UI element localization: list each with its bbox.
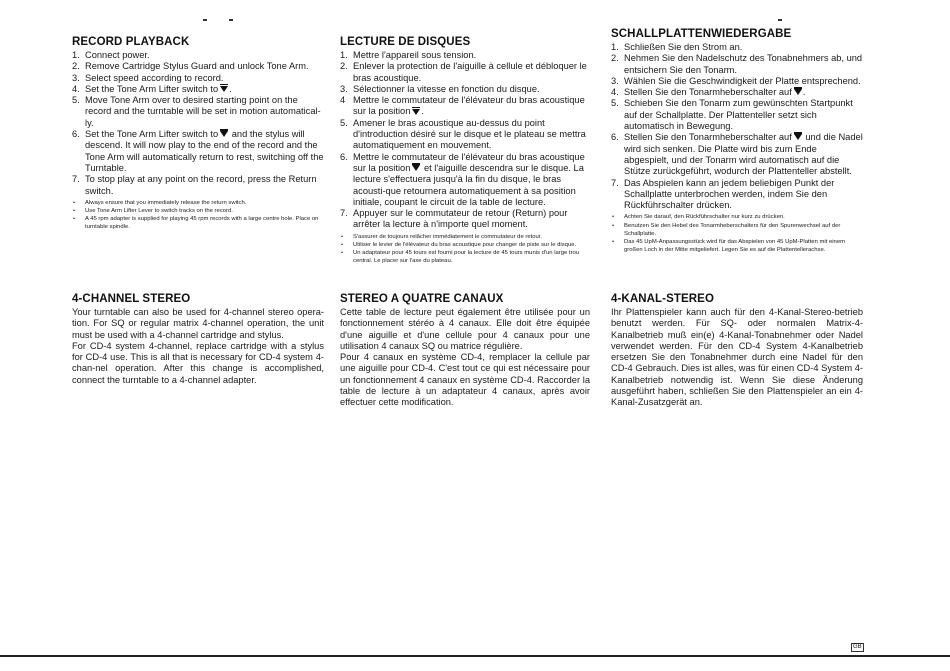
step-text: Mettre le commutateur de l'élévateur du bras acoustique sur la position xyxy=(353,151,585,173)
step-item xyxy=(340,152,590,208)
scan-mark xyxy=(778,19,782,21)
step-number: 4 xyxy=(340,95,346,106)
step-item xyxy=(340,84,590,95)
step-number: 2. xyxy=(72,61,80,72)
step-number: 3. xyxy=(72,72,80,83)
record-playback-section xyxy=(72,36,324,232)
step-item xyxy=(72,50,324,61)
step-item xyxy=(72,73,324,84)
step-item xyxy=(611,98,863,132)
note-item: • Utiliser le levier de l'élévateur du bras acoustique pour changer de piste sur le disque. xyxy=(340,241,590,249)
step-item xyxy=(611,178,863,212)
note-item: • Das 45 UpM-Anpassungsstück wird für das Abspielen von 45 UpM-Platten mit einem großen Loch in der Mitte mitgeliefert. Legen Sie es auf die Plattentellerachse. xyxy=(611,238,863,254)
step-item xyxy=(340,61,590,84)
step-text: Das Abspielen kann an jedem beliebigen Punkt der Schallplatte unterbrochen werden, indem Sie den Rückführschalter drücken. xyxy=(624,177,835,211)
page-language-mark: GB xyxy=(853,644,862,650)
step-number: 5. xyxy=(340,117,348,128)
record-playback-title: RECORD PLAYBACK xyxy=(72,36,190,48)
step-item xyxy=(340,50,590,61)
step-text-continued: and the stylus will descend. It will now play to the end of the record and the Tone Arm will automatically return to rest, switching off the Turntable. xyxy=(85,129,324,173)
step-text-continued: . xyxy=(421,106,424,117)
note-item: • A 45 rpm adapter is supplied for playing 45 rpm records with a large centre hole. Place on turntable spindle. xyxy=(72,215,324,231)
step-number: 3. xyxy=(611,75,619,86)
record-playback-notes xyxy=(72,199,324,232)
step-number: 2. xyxy=(340,61,348,72)
four-channel-stereo-section xyxy=(72,293,324,386)
step-text: Schließen Sie den Strom an. xyxy=(624,42,743,52)
note-item: • Un adaptateur pour 45 tours est fourni pour la lecture de 45 tours munis d'un large trou central. Le placer sur l'axe du plateau. xyxy=(340,249,590,265)
step-number: 5. xyxy=(611,98,619,109)
footer-rule xyxy=(0,655,950,657)
step-text: Wählen Sie die Geschwindigkeit der Platte entsprechend. xyxy=(624,75,861,86)
step-text-continued: und die Nadel wird sich senken. Die Platte wird bis zum Ende abgespielt, und der Tonarm wird automatisch auf die Stütze zurückgeführt, wodurch der Plattenteller abstellt. xyxy=(624,132,863,177)
step-text-continued: . xyxy=(802,87,806,98)
step-item xyxy=(611,132,863,177)
lifter-down-icon xyxy=(794,89,802,95)
lecture-de-disques-section xyxy=(340,36,590,266)
step-text: Sélectionner la vitesse en fonction du disque. xyxy=(353,83,540,94)
step-item xyxy=(340,95,590,118)
step-number: 4. xyxy=(611,87,619,98)
step-item xyxy=(72,61,324,72)
step-number: 1. xyxy=(340,50,348,60)
step-text: Mettre l'appareil sous tension. xyxy=(353,50,477,60)
stereo-quatre-canaux-title: STEREO A QUATRE CANAUX xyxy=(340,293,504,305)
step-text: Remove Cartridge Stylus Guard and unlock Tone Arm. xyxy=(85,61,309,72)
kanal-stereo-title: 4-KANAL-STEREO xyxy=(611,293,714,305)
stereo-quatre-canaux-paragraph: Pour 4 canaux en système CD-4, remplacer la cellule par une aiguille pour CD-4. C'est tout ce qui est nécessaire pour un fonctionnement 4 canaux en système CD-4. Raccorder la table de lecture à un adaptateur 4 canaux, après avoir effectuer cette modification. xyxy=(340,352,590,408)
step-number: 2. xyxy=(611,53,619,64)
four-channel-stereo-paragraph: Your turntable can also be used for 4-channel stereo opera-tion. For SQ or regular matrix 4-channel operation, the unit must be used with a 4-channel cartridge and stylus. xyxy=(72,307,324,340)
step-number: 4. xyxy=(72,83,80,94)
stereo-quatre-canaux-paragraph: Cette table de lecture peut également être utilisée pour un fonctionnement stéréo à 4 canaux. Elle doit être équipée d'une aiguille et d'une cellule pour 4 canaux pour une utilisation 4 canaux SQ ou matrice régulière. xyxy=(340,307,590,351)
step-number: 3. xyxy=(340,83,348,94)
step-text-continued: et l'aiguille descendra sur le disque. La lecture s'effectuera jusqu'à la fin du disque, le bras acousti-que retournera automatiquement à sa position initiale, coupant le circuit de la table de lecture. xyxy=(353,162,584,207)
step-number: 6. xyxy=(340,151,348,162)
step-number: 1. xyxy=(611,42,619,52)
step-item xyxy=(340,118,590,152)
stereo-quatre-canaux-section xyxy=(340,293,590,409)
step-text: To stop play at any point on the record, press the Return switch. xyxy=(85,174,317,196)
note-item: • Use Tone Arm Lifter Lever to switch tracks on the record. xyxy=(72,207,324,215)
step-text: Appuyer sur le commutateur de retour (Return) pour arrêter la lecture à n'importe quel moment. xyxy=(353,208,568,230)
step-number: 6. xyxy=(72,129,80,140)
lifter-down-icon xyxy=(794,134,802,140)
step-text: Schieben Sie den Tonarm zum gewünschten Startpunkt auf der Schallplatte. Der Plattenteller setzt sich automatisch in Bewegung. xyxy=(624,98,853,132)
four-channel-stereo-paragraph: For CD-4 system 4-channel, replace cartridge with a stylus for CD-4 use. This is all that is necessary for CD-4 system 4-chan-nel operation. After this change is accomplished, connect the turntable to a 4-channel adapter. xyxy=(72,340,324,385)
step-item xyxy=(611,53,863,76)
step-text: Select speed according to record. xyxy=(85,72,224,83)
schallplattenwiedergabe-title: SCHALLPLATTENWIEDERGABE xyxy=(611,28,792,40)
step-number: 7. xyxy=(72,174,80,185)
step-text-continued: . xyxy=(229,83,232,94)
scan-mark xyxy=(229,19,233,21)
step-item xyxy=(72,84,324,95)
step-item xyxy=(611,87,863,98)
note-item: • Benutzen Sie den Hebel des Tonarmheberschalters für den Spurenwechsel auf der Schallplatte. xyxy=(611,222,863,238)
step-text: Set the Tone Arm Lifter switch to xyxy=(85,129,219,140)
record-playback-steps xyxy=(72,50,324,197)
lifter-down-icon xyxy=(412,165,420,171)
step-text: Stellen Sie den Tonarmheberschalter auf xyxy=(624,132,792,143)
step-number: 1. xyxy=(72,50,80,60)
step-item xyxy=(72,129,324,174)
step-item xyxy=(611,42,863,53)
step-number: 7. xyxy=(611,177,619,188)
step-item xyxy=(72,174,324,197)
step-number: 6. xyxy=(611,132,619,143)
step-text: Set the Tone Arm Lifter switch to xyxy=(85,83,219,94)
step-item xyxy=(72,95,324,129)
kanal-stereo-paragraph: Ihr Plattenspieler kann auch für den 4-Kanal-Stereo-betrieb benutzt werden. Für SQ- oder normalen Matrix-4-Kanalbetrieb muß ein(e) 4-Kanal-Tonabnehmer oder Nadel verwendet werden. Für den CD-4 System 4-Kanalbetrieb ersetzen Sie den Tonabnehmer durch eine Nadel für den CD-4 Gebrauch. Dies ist alles, was für einen CD-4 System 4-Kanalbetrieb notwendig ist. Wenn Sie diese Änderung ausgeführt haben, schließen Sie den Plattenspieler an ein 4-Kanal-Zusatzgerät an. xyxy=(611,307,863,408)
step-text: Move Tone Arm over to desired starting point on the record and the turntable will be set in motion automatical-ly. xyxy=(85,95,321,128)
step-text: Enlever la protection de l'aiguille à cellule et débloquer le bras acoustique. xyxy=(353,61,587,83)
step-item xyxy=(340,208,590,231)
step-number: 5. xyxy=(72,95,80,106)
step-text: Nehmen Sie den Nadelschutz des Tonabnehmers ab, und entsichern Sie den Tonarm. xyxy=(624,53,863,75)
lifter-down-icon xyxy=(220,131,228,137)
note-item: • S'assurer de toujours relâcher immédiatement le commutateur de retour. xyxy=(340,233,590,241)
lifter-down-icon xyxy=(412,109,420,115)
note-item: • Achten Sie darauf, den Rückführschalter nur kurz zu drücken. xyxy=(611,213,863,221)
four-channel-stereo-title: 4-CHANNEL STEREO xyxy=(72,293,191,305)
schallplattenwiedergabe-section xyxy=(611,28,863,254)
kanal-stereo-section xyxy=(611,293,863,409)
step-text: Mettre le commutateur de l'élévateur du bras acoustique sur la position xyxy=(353,95,585,117)
step-text: Connect power. xyxy=(85,50,150,60)
schallplattenwiedergabe-notes xyxy=(611,213,863,254)
lecture-de-disques-steps xyxy=(340,50,590,231)
step-text: Amener le bras acoustique au-dessus du point d'introduction désiré sur le disque et le plateau se mettra automatiquement en mouvement. xyxy=(353,117,586,151)
lifter-down-icon xyxy=(220,86,228,92)
schallplattenwiedergabe-steps xyxy=(611,42,863,211)
scan-mark xyxy=(203,19,207,21)
lecture-de-disques-title: LECTURE DE DISQUES xyxy=(340,36,471,48)
step-item xyxy=(611,76,863,87)
note-item: • Always ensure that you immediately release the return switch. xyxy=(72,199,324,207)
lecture-de-disques-notes xyxy=(340,233,590,266)
step-text: Stellen Sie den Tonarmheberschalter auf xyxy=(624,87,792,98)
step-number: 7. xyxy=(340,208,348,219)
